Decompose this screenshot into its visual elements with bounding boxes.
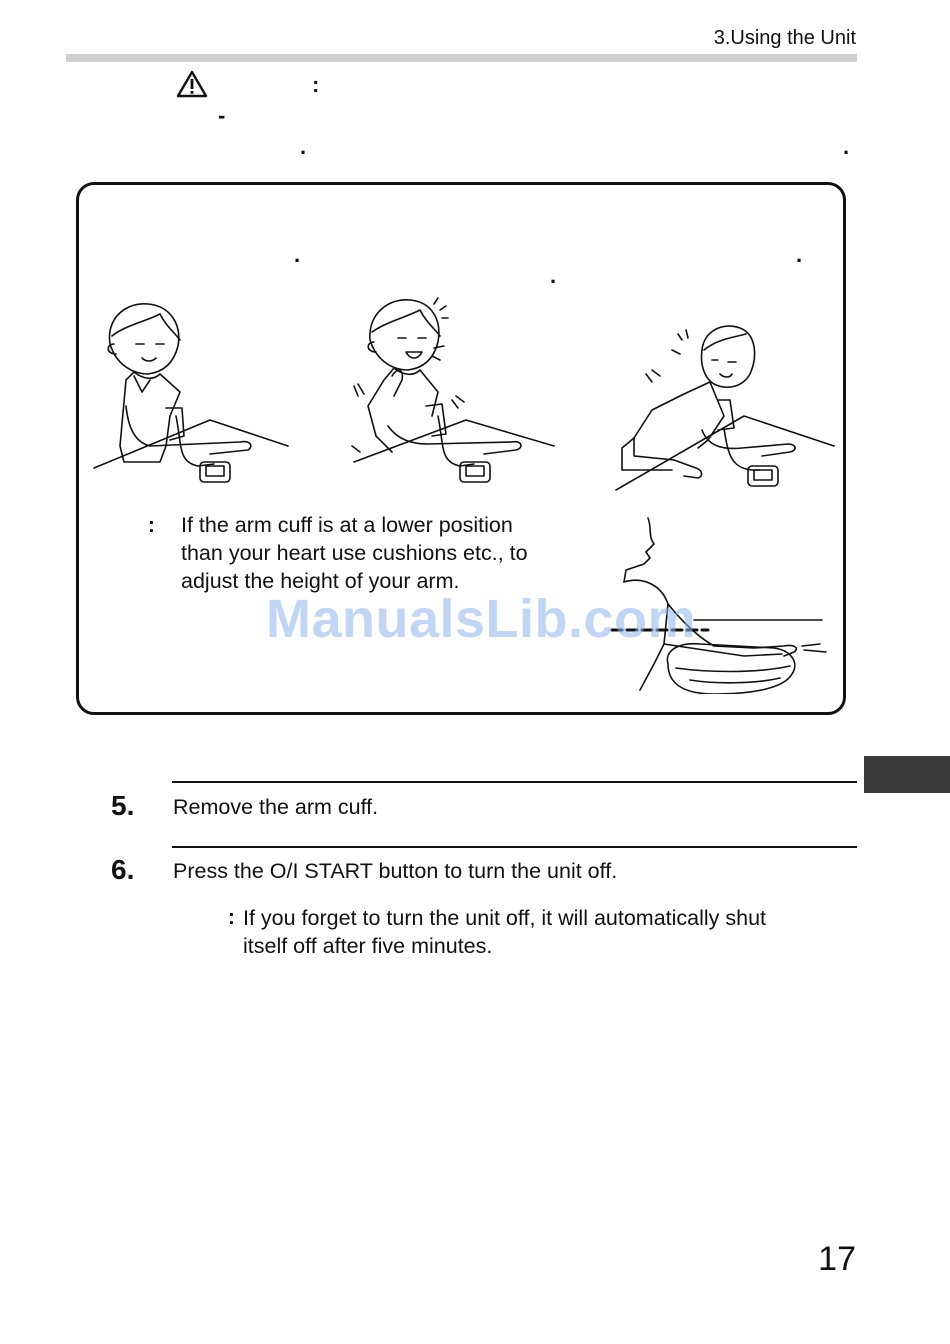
watermark: ManualsLib.com bbox=[266, 589, 697, 649]
caution-dash: - bbox=[218, 103, 226, 128]
caution-period: . bbox=[300, 134, 307, 159]
cushion-note bbox=[181, 511, 528, 595]
caution-colon: : bbox=[312, 72, 320, 97]
auto-off-note bbox=[243, 904, 766, 960]
step-number: 6. bbox=[111, 854, 135, 885]
page-number: 17 bbox=[818, 1240, 856, 1278]
warning-triangle-icon bbox=[176, 70, 208, 98]
step-number: 5. bbox=[111, 790, 135, 821]
caption-period: . bbox=[796, 242, 803, 267]
step-text: Remove the arm cuff. bbox=[173, 795, 379, 819]
step-divider bbox=[172, 846, 857, 848]
caption-period: . bbox=[294, 242, 301, 267]
caution-period: . bbox=[843, 134, 850, 159]
note-line: itself off after five minutes. bbox=[243, 934, 493, 958]
note-colon: : bbox=[228, 906, 235, 929]
header-rule bbox=[66, 54, 857, 62]
running-header: 3.Using the Unit bbox=[713, 27, 856, 49]
note-line: than your heart use cushions etc., to bbox=[181, 541, 528, 565]
illustration-talking-moving bbox=[348, 296, 558, 492]
note-colon: : bbox=[148, 514, 155, 537]
chapter-tab bbox=[864, 756, 950, 793]
note-line: If you forget to turn the unit off, it will automatically shut bbox=[243, 906, 767, 930]
step-text: Press the O/I START button to turn the unit off. bbox=[173, 859, 618, 883]
note-line: If the arm cuff is at a lower position bbox=[181, 513, 513, 537]
caption-period: . bbox=[550, 263, 557, 288]
step-divider bbox=[172, 781, 857, 783]
illustration-leaning-forward bbox=[612, 320, 838, 496]
illustration-seated-calm bbox=[90, 296, 300, 492]
note-line: adjust the height of your arm. bbox=[181, 569, 460, 593]
